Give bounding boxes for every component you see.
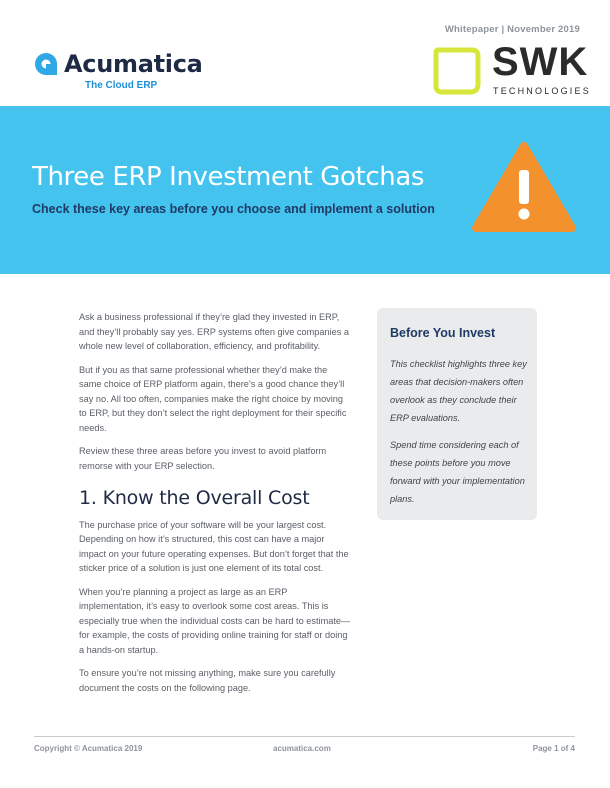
swk-logo[interactable] <box>432 42 602 98</box>
intro-paragraph: Review these three areas before you invest to avoid platform remorse with your ERP selection. <box>79 446 327 471</box>
page-header <box>0 0 610 106</box>
main-content <box>79 310 351 704</box>
swk-subtitle: TECHNOLOGIES <box>493 86 591 96</box>
footer-copyright: Copyright © Acumatica 2019 <box>34 744 143 753</box>
section-paragraph: When you’re planning a project as large as an ERP implementation, it’s easy to overlook some cost areas. This is especially true when the individual costs can be hard to estimate—for example, the costs of providing online training for staff or doing a hands-on startup. <box>79 586 351 655</box>
swk-wordmark: SWK <box>492 40 589 84</box>
swk-logo-icon <box>432 46 482 96</box>
section-paragraph: To ensure you’re not missing anything, make sure you carefully document the costs on the following page. <box>79 668 336 693</box>
acumatica-logo-icon <box>34 52 58 76</box>
sidebar-body <box>390 355 530 517</box>
warning-triangle-icon <box>470 140 578 236</box>
acumatica-tagline: The Cloud ERP <box>85 80 158 91</box>
sidebar-paragraph: Spend time considering each of these points before you move forward with your implementation plans. <box>390 440 525 504</box>
section-heading: 1. Know the Overall Cost <box>79 487 310 509</box>
acumatica-wordmark: Acumatica <box>64 50 203 78</box>
sidebar-heading: Before You Invest <box>390 326 496 340</box>
page-number: Page 1 of 4 <box>532 744 575 753</box>
acumatica-logo[interactable] <box>34 50 203 78</box>
page-subtitle: Check these key areas before you choose and implement a solution <box>32 202 435 216</box>
page-title: Three ERP Investment Gotchas <box>32 162 425 192</box>
intro-paragraph: But if you as that same professional whether they’d make the same choice of ERP platform again, there’s a good chance they’ll say no. All too often, companies make the right choice by moving to ERP, but they don’t select the right deployment for their specific needs. <box>79 364 347 433</box>
sidebar-callout <box>377 308 537 520</box>
intro-paragraph: Ask a business professional if they’re glad they invested in ERP, and they’ll probably say yes. ERP systems often give companies a whole new level of collaboration, efficiency, and profitability. <box>79 312 349 351</box>
sidebar-paragraph: This checklist highlights three key areas that decision-makers often overlook as they conclude their ERP evaluations. <box>390 359 527 423</box>
section-paragraph: The purchase price of your software will be your largest cost. Depending on how it’s structured, this cost can have a major impact on your future operating expenses. But don’t forget that the sticker price of a solution is just one element of its total cost. <box>79 519 349 573</box>
footer-link[interactable]: acumatica.com <box>273 744 331 753</box>
document-meta: Whitepaper | November 2019 <box>444 24 580 35</box>
footer-divider <box>34 736 575 737</box>
